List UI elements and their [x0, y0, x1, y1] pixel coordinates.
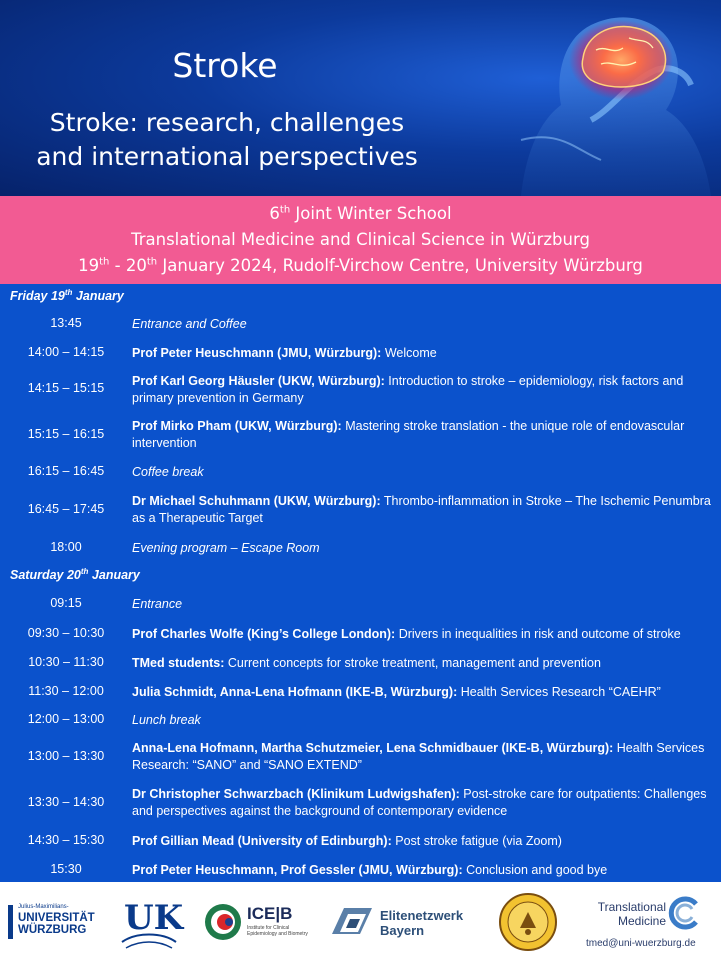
- row-desc: [132, 493, 712, 527]
- banner-line-1: 6th Joint Winter School: [269, 204, 452, 223]
- ikeb-text: ICE|B: [247, 904, 293, 923]
- banner-line-2: Translational Medicine and Clinical Science in Würzburg: [131, 230, 590, 249]
- elitenetzwerk-mark-icon: [330, 904, 374, 940]
- saturday-header: Saturday 20th January: [10, 566, 140, 582]
- row-time: 15:15 – 16:15: [27, 427, 105, 441]
- elitenetzwerk-line-1: Elitenetzwerk: [380, 908, 464, 923]
- page-title: Stroke: [172, 46, 278, 85]
- ikeb-subtitle: [247, 925, 308, 937]
- row-speaker: Prof Peter Heuschmann, Prof Gessler (JMU, Würzburg):: [132, 863, 463, 877]
- elitenetzwerk-text: [380, 908, 463, 938]
- row-text: Drivers in inequalities in risk and outcome of stroke: [398, 627, 681, 641]
- row-speaker: TMed students:: [132, 656, 225, 670]
- jmu-name: [18, 912, 95, 936]
- row-text: Health Services Research: “SANO” and “SANO EXTEND”: [132, 741, 705, 772]
- ukw-logo: [118, 892, 184, 952]
- row-text: Entrance and Coffee: [132, 317, 247, 331]
- elitenetzwerk-line-2: Bayern: [380, 923, 425, 938]
- row-time: 12:00 – 13:00: [27, 712, 105, 726]
- translational-medicine-logo: [580, 890, 718, 956]
- row-text: Post stroke fatigue (via Zoom): [395, 834, 562, 848]
- row-desc: [132, 740, 712, 774]
- row-time: 14:30 – 15:30: [27, 833, 105, 847]
- ikeb-sub-2: Epidemiology and Biometry: [247, 931, 308, 937]
- row-time: 18:00: [50, 540, 82, 554]
- row-desc: [132, 655, 712, 672]
- tm-line-1: Translational: [597, 900, 666, 914]
- row-time: 13:30 – 14:30: [27, 795, 105, 809]
- seal-emblem-icon: [498, 892, 558, 952]
- friday-header: Friday 19th January: [10, 287, 124, 303]
- row-text: Evening program – Escape Room: [132, 541, 320, 555]
- row-desc: [132, 684, 712, 701]
- tm-swirl-icon: [668, 896, 702, 930]
- ikeb-sub-1: Institute for Clinical: [247, 925, 290, 931]
- sponsor-logos: [0, 882, 721, 960]
- row-desc: [132, 862, 712, 879]
- row-text: Health Services Research “CAEHR”: [460, 685, 661, 699]
- banner-line-3: 19th - 20th January 2024, Rudolf-Virchow Centre, University Würzburg: [78, 256, 643, 275]
- jmu-small-text: Julius-Maximilians-: [18, 904, 69, 910]
- row-text: Lunch break: [132, 713, 201, 727]
- row-time: 09:30 – 10:30: [27, 626, 105, 640]
- subtitle-line-2: and international perspectives: [36, 142, 418, 171]
- ikeb-logo: [203, 902, 313, 950]
- row-time: 10:30 – 11:30: [28, 655, 104, 669]
- hero-header: [0, 0, 721, 196]
- tm-email: tmed@uni-wuerzburg.de: [586, 938, 696, 949]
- row-speaker: Prof Mirko Pham (UKW, Würzburg):: [132, 419, 342, 433]
- row-text: Current concepts for stroke treatment, management and prevention: [227, 656, 601, 670]
- row-text: Welcome: [384, 346, 437, 360]
- row-text: Entrance: [132, 597, 183, 611]
- row-time: 16:15 – 16:45: [27, 464, 105, 478]
- row-time: 11:30 – 12:00: [28, 684, 104, 698]
- row-desc: [132, 626, 712, 643]
- ukw-text: UK: [124, 898, 184, 938]
- row-time: 09:15: [50, 596, 82, 610]
- program-schedule: [0, 284, 721, 882]
- tm-line-2: Medicine: [617, 914, 666, 928]
- elitenetzwerk-logo: [330, 904, 490, 944]
- row-time: 16:45 – 17:45: [27, 502, 105, 516]
- subtitle-line-1: Stroke: research, challenges: [49, 108, 405, 137]
- row-speaker: Julia Schmidt, Anna-Lena Hofmann (IKE-B, Würzburg):: [132, 685, 458, 699]
- ukw-wave-icon: [118, 892, 180, 952]
- event-banner: [0, 196, 721, 284]
- jmu-logo: [8, 902, 120, 942]
- row-text: Conclusion and good bye: [466, 863, 608, 877]
- row-speaker: Prof Gillian Mead (University of Edinburgh):: [132, 834, 392, 848]
- row-speaker: Prof Charles Wolfe (King’s College London):: [132, 627, 396, 641]
- row-desc: [132, 833, 712, 850]
- row-text: Introduction to stroke – epidemiology, risk factors and primary prevention in Germany: [132, 374, 684, 405]
- row-time: 14:15 – 15:15: [27, 381, 105, 395]
- row-text: Thrombo-inflammation in Stroke – The Ischemic Penumbra as a Therapeutic Target: [132, 494, 711, 525]
- row-speaker: Anna-Lena Hofmann, Martha Schutzmeier, Lena Schmidbauer (IKE-B, Würzburg):: [132, 741, 614, 755]
- jmu-line-1: UNIVERSITÄT: [18, 912, 95, 924]
- seal-logo: [498, 892, 558, 952]
- row-speaker: Prof Peter Heuschmann (JMU, Würzburg):: [132, 346, 382, 360]
- row-time: 15:30: [50, 862, 82, 876]
- jmu-line-2: WÜRZBURG: [18, 924, 87, 936]
- row-time: 13:45: [50, 316, 82, 330]
- ikeb-circle-icon: [203, 902, 243, 942]
- row-text: Mastering stroke translation - the unique role of endovascular intervention: [132, 419, 685, 450]
- row-speaker: Dr Michael Schuhmann (UKW, Würzburg):: [132, 494, 381, 508]
- row-speaker: Dr Christopher Schwarzbach (Klinikum Ludwigshafen):: [132, 787, 460, 801]
- row-desc: [132, 418, 712, 452]
- row-desc: [132, 345, 712, 362]
- row-time: 13:00 – 13:30: [27, 749, 105, 763]
- page-subtitle: [12, 106, 442, 174]
- row-desc: [132, 373, 712, 407]
- row-text: Coffee break: [132, 465, 204, 479]
- brain-headache-illustration: [481, 0, 721, 196]
- row-speaker: Prof Karl Georg Häusler (UKW, Würzburg):: [132, 374, 385, 388]
- row-text: Post-stroke care for outpatients: Challenges and perspectives against the background of contemporary evidence: [132, 787, 707, 818]
- row-time: 14:00 – 14:15: [27, 345, 105, 359]
- row-desc: [132, 786, 712, 820]
- tm-text: [584, 900, 666, 928]
